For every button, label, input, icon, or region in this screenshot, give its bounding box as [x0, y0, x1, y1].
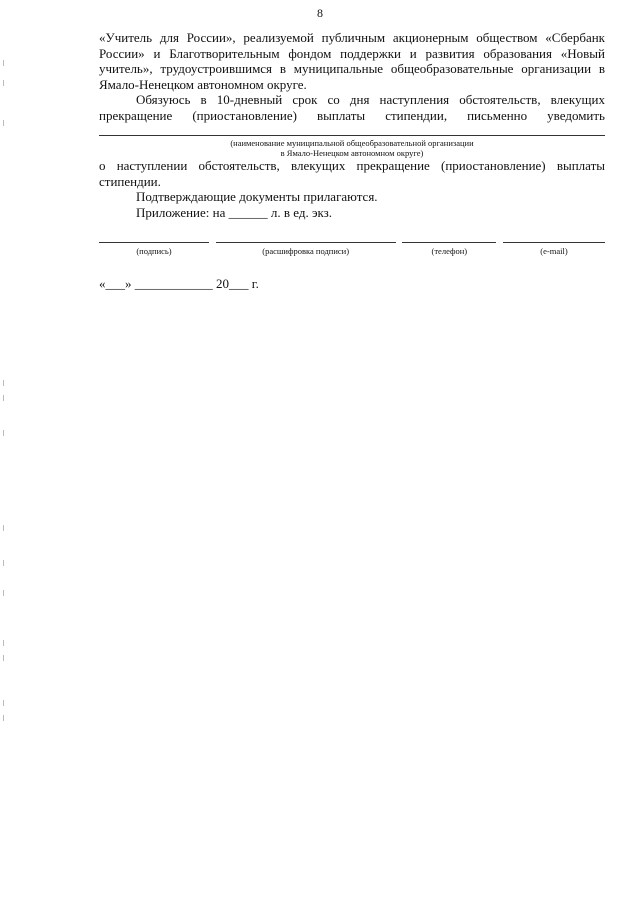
paragraph-program: «Учитель для России», реализуемой публичным акционерным обществом «Сбербанк России» и Благотворительным фондом поддержки и развития образования «Новый учитель», трудоустроившимся в муниципальные общеобразовательные организации в Ямало-Ненецком автономном округе.: [99, 30, 605, 92]
signature-line: [99, 242, 209, 243]
email-line: [503, 242, 605, 243]
signature-decryption-line: [216, 242, 396, 243]
signature-row: [99, 242, 605, 256]
email-field: [503, 242, 605, 256]
signature-decryption-field: [216, 242, 396, 256]
paragraph-obligation: Обязуюсь в 10-дневный срок со дня наступления обстоятельств, влекущих прекращение (приостановление) выплаты стипендии, письменно уведомить: [99, 92, 605, 123]
organization-caption-line-2: в Ямало-Ненецком автономном округе): [280, 148, 424, 158]
paragraph-circumstances: о наступлении обстоятельств, влекущих прекращение (приостановление) выплаты стипендии.: [99, 158, 605, 189]
scan-margin-marks: [3, 0, 6, 905]
signature-field: [99, 242, 209, 256]
email-caption: (e-mail): [540, 246, 568, 256]
paragraph-documents: Подтверждающие документы прилагаются.: [136, 189, 378, 204]
page-number: 8: [317, 6, 323, 20]
signature-decryption-caption: (расшифровка подписи): [262, 246, 350, 256]
paragraph-attachment: Приложение: на ______ л. в ед. экз.: [136, 204, 333, 220]
document-body: [99, 30, 605, 292]
signature-caption: (подпись): [136, 246, 172, 256]
phone-field: [402, 242, 496, 256]
phone-caption: (телефон): [431, 246, 468, 256]
organization-name-line: [99, 135, 605, 136]
organization-caption-line-1: (наименование муниципальной общеобразовательной организации: [230, 138, 474, 148]
date-line: «___» ____________ 20___ г.: [99, 276, 259, 291]
organization-caption: [99, 138, 605, 158]
phone-line: [402, 242, 496, 243]
